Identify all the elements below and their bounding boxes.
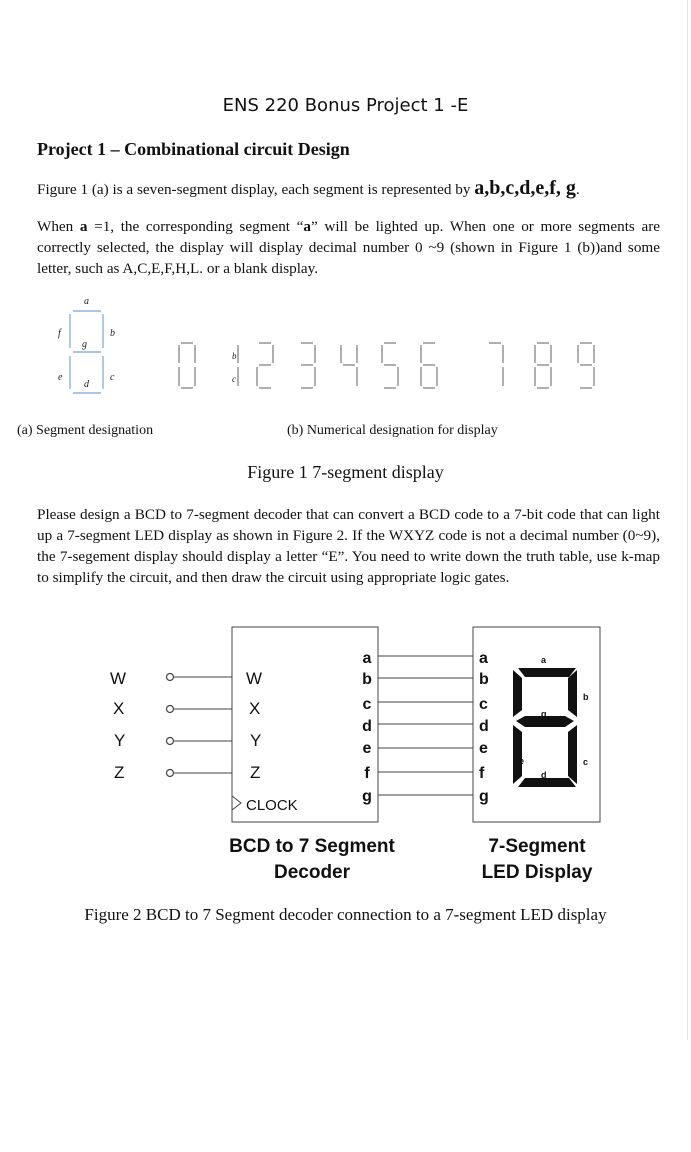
figure1-caption-a: (a) Segment designation (17, 423, 154, 438)
display-input-g: g (479, 788, 489, 805)
led-label-b: b (583, 692, 589, 702)
led-segment-b (568, 670, 577, 717)
decoder-input-w: W (246, 669, 263, 688)
section-heading: Project 1 – Combinational circuit Design (37, 139, 350, 159)
seg-label-c: c (110, 372, 115, 383)
segment-letters: a,b,c,d,e,f, g (474, 177, 576, 199)
input-terminal-z[interactable] (167, 770, 174, 777)
led-label-e: e (519, 756, 525, 766)
input-label-z: Z (114, 763, 125, 782)
input-label-x: X (113, 699, 125, 718)
decoder-output-g: g (362, 788, 372, 805)
input-label-w: W (110, 669, 127, 688)
display-label-line1: 7-Segment (488, 836, 586, 857)
input-label-y: Y (114, 731, 126, 750)
led-label-f: f (519, 692, 522, 702)
output-wires (378, 656, 473, 795)
display-input-e: e (479, 740, 488, 757)
seg-label-f: f (58, 328, 61, 339)
clock-label: CLOCK (246, 797, 298, 814)
digit-label-c: c (232, 374, 236, 384)
seg-label-e: e (58, 372, 63, 383)
paragraph-segments: Figure 1 (a) is a seven-segment display, each segment is represented by a,b,c,d,e,f, g. (37, 177, 580, 199)
decoder-label-line2: Decoder (273, 862, 351, 883)
decoder-input-x: X (249, 699, 261, 718)
numeric-digits-display (179, 343, 594, 388)
paragraph-assignment: Please design a BCD to 7-segment decoder that can convert a BCD code to a 7-bit code that can light up a 7-segment LED display as shown in Figure 2. If the WXYZ code is not a decimal number (0~9), the 7-segement display should display a letter “E”. You need to write down the truth table, use k-map to simplify the circuit, and then draw the circuit using appropriate logic gates. (37, 506, 660, 586)
display-input-a: a (479, 650, 488, 667)
display-label-line2: LED Display (481, 862, 593, 883)
led-label-a: a (541, 655, 547, 665)
seg-label-a: a (84, 296, 89, 307)
seg-label-b: b (110, 328, 115, 339)
seg-label-g: g (82, 339, 87, 350)
decoder-label-line1: BCD to 7 Segment (229, 836, 395, 857)
decoder-input-y: Y (250, 731, 262, 750)
input-terminal-x[interactable] (167, 706, 174, 713)
figure1-caption: Figure 1 7-segment display (247, 462, 444, 482)
decoder-output-e: e (362, 740, 372, 757)
display-input-c: c (479, 696, 488, 713)
seg-label-d: d (84, 379, 89, 390)
figure2-caption: Figure 2 BCD to 7 Segment decoder connection to a 7-segment LED display (84, 905, 607, 924)
led-label-d: d (541, 770, 547, 780)
input-terminal-w[interactable] (167, 674, 174, 681)
decoder-box (232, 627, 378, 822)
display-input-f: f (479, 765, 485, 782)
input-terminal-y[interactable] (167, 738, 174, 745)
input-terminals (167, 674, 174, 777)
display-input-d: d (479, 718, 489, 735)
figure1-caption-b: (b) Numerical designation for display (287, 423, 498, 438)
input-wires (174, 677, 232, 773)
paragraph-segment-lighting: When a =1, the corresponding segment “a” will be lighted up. When one or more segments are correctly selected, the display will display decimal number 0 ~9 (shown in Figure 1 (b))and some letter, such as A,C,E,F,H,L. or a blank display. (37, 218, 661, 277)
decoder-input-z: Z (250, 763, 261, 782)
decoder-output-a: a (362, 650, 372, 667)
digit-label-b: b (232, 351, 237, 361)
led-segment-c (568, 725, 577, 784)
decoder-output-b: b (362, 671, 372, 688)
display-input-b: b (479, 671, 489, 688)
document-title: ENS 220 Bonus Project 1 -E (222, 95, 469, 116)
led-segment-e (513, 725, 525, 784)
led-label-c: c (583, 757, 589, 767)
led-segment-a (518, 668, 576, 677)
led-segment-d (518, 778, 576, 787)
led-label-g: g (541, 709, 547, 719)
decoder-output-d: d (362, 718, 372, 735)
decoder-output-f: f (364, 765, 370, 782)
decoder-output-c: c (362, 696, 372, 713)
